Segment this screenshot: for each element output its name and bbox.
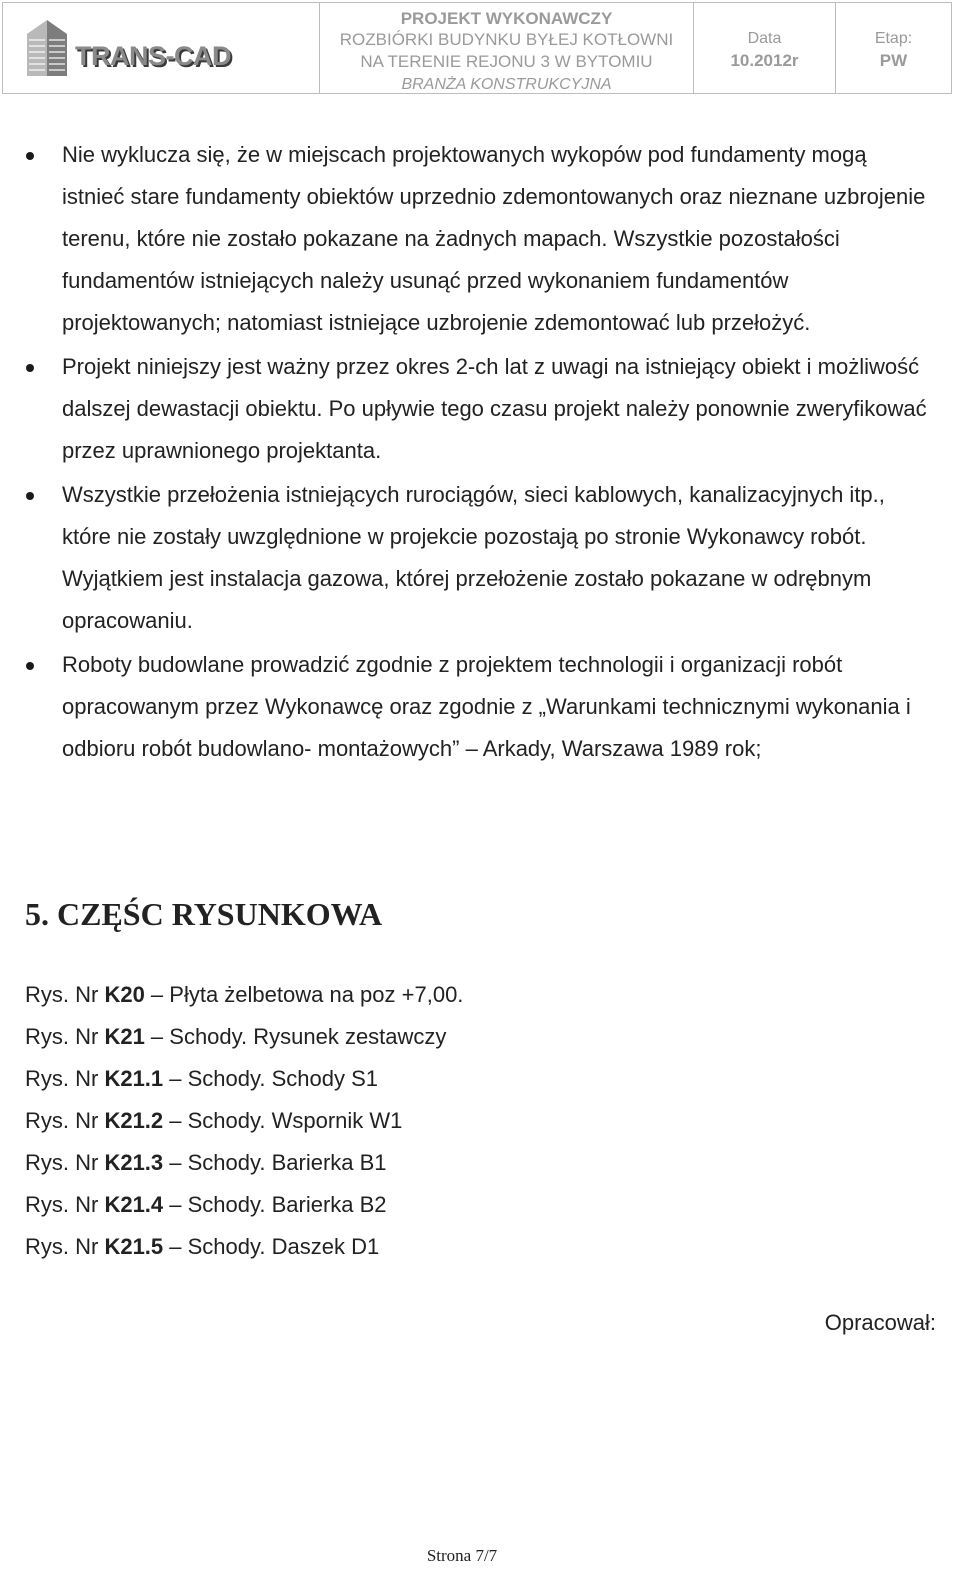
prepared-by-label: Opracował: — [824, 1310, 936, 1335]
drawing-description: – Schody. Rysunek zestawczy — [144, 1024, 447, 1049]
project-subtitle-line2: NA TERENIE REJONU 3 W BYTOMIU — [360, 52, 653, 71]
page-number: Strona 7/7 — [426, 1546, 498, 1565]
drawing-description: – Schody. Wspornik W1 — [163, 1108, 403, 1133]
drawing-prefix: Rys. Nr — [25, 1150, 105, 1175]
drawing-row — [25, 1016, 463, 1058]
drawing-prefix: Rys. Nr — [25, 982, 105, 1007]
bullet-icon — [26, 364, 34, 372]
drawing-row — [25, 1100, 463, 1142]
stage-cell — [836, 3, 951, 93]
drawing-row — [25, 974, 463, 1016]
project-title: PROJEKT WYKONAWCZY — [400, 9, 613, 28]
list-item — [0, 644, 960, 770]
list-item — [0, 474, 960, 642]
drawing-code: K21 — [104, 1024, 145, 1049]
project-branch: BRANŻA KONSTRUKCYJNA — [401, 76, 612, 93]
date-label: Data — [747, 30, 782, 47]
note-text: Projekt niniejszy jest ważny przez okres 2-ch lat z uwagi na istniejący obiekt i możliwość dalszej dewastacji obiektu. Po upływie tego czasu projekt należy ponownie zweryfikować przez uprawnionego projektanta. — [62, 354, 927, 463]
bullet-icon — [26, 492, 34, 500]
stage-label: Etap: — [874, 30, 913, 47]
drawing-code: K21.4 — [104, 1192, 164, 1217]
stage-value: PW — [879, 51, 908, 70]
building-icon — [23, 20, 71, 76]
bullet-icon — [26, 662, 34, 670]
drawing-prefix: Rys. Nr — [25, 1234, 105, 1259]
drawing-prefix: Rys. Nr — [25, 1108, 105, 1133]
document-header — [2, 2, 952, 94]
date-cell — [694, 3, 836, 93]
drawing-description: – Schody. Barierka B1 — [163, 1150, 387, 1175]
bullet-icon — [26, 152, 34, 160]
drawing-row — [25, 1226, 463, 1268]
drawing-prefix: Rys. Nr — [25, 1066, 105, 1091]
note-text: Roboty budowlane prowadzić zgodnie z projektem technologii i organizacji robót opracowanym przez Wykonawcę oraz zgodnie z „Warunkami technicznymi wykonania i odbioru robót budowlano- montażowych” – Arkady, Warszawa 1989 rok; — [62, 652, 911, 761]
logo-cell — [3, 3, 320, 93]
list-item — [0, 134, 960, 344]
project-subtitle-line1: ROZBIÓRKI BUDYNKU BYŁEJ KOTŁOWNI — [339, 30, 674, 49]
drawing-prefix: Rys. Nr — [25, 1024, 105, 1049]
drawing-code: K21.3 — [104, 1150, 164, 1175]
drawing-code: K21.5 — [104, 1234, 164, 1259]
drawing-description: – Schody. Barierka B2 — [163, 1192, 387, 1217]
logo-text: TRANS-CAD — [75, 41, 231, 71]
drawing-code: K21.1 — [104, 1066, 164, 1091]
drawing-code: K21.2 — [104, 1108, 164, 1133]
drawing-row — [25, 1184, 463, 1226]
drawing-description: – Schody. Daszek D1 — [163, 1234, 380, 1259]
drawing-description: – Płyta żelbetowa na poz +7,00. — [144, 982, 464, 1007]
note-text: Nie wyklucza się, że w miejscach projektowanych wykopów pod fundamenty mogą istnieć stare fundamenty obiektów uprzednio zdemontowanych oraz nieznane uzbrojenie terenu, które nie zostało pokazane na żadnych mapach. Wszystkie pozostałości fundamentów istniejących należy usunąć przed wykonaniem fundamentów projektowanych; natomiast istniejące uzbrojenie zdemontować lub przełożyć. — [62, 142, 926, 335]
drawing-list — [25, 974, 463, 1268]
date-value: 10.2012r — [730, 51, 799, 70]
company-logo — [23, 20, 231, 76]
list-item — [0, 346, 960, 472]
note-text: Wszystkie przełożenia istniejących rurociągów, sieci kablowych, kanalizacyjnych itp., które nie zostały uwzględnione w projekcie pozostają po stronie Wykonawcy robót. Wyjątkiem jest instalacja gazowa, której przełożenie zostało pokazane w odrębnym opracowaniu. — [62, 482, 885, 633]
drawing-description: – Schody. Schody S1 — [163, 1066, 379, 1091]
drawing-code: K20 — [104, 982, 145, 1007]
drawing-prefix: Rys. Nr — [25, 1192, 105, 1217]
drawing-row — [25, 1058, 463, 1100]
section-title: 5. CZĘŚC RYSUNKOWA — [25, 896, 383, 932]
title-cell — [320, 3, 694, 93]
drawing-row — [25, 1142, 463, 1184]
notes-list — [0, 134, 960, 772]
